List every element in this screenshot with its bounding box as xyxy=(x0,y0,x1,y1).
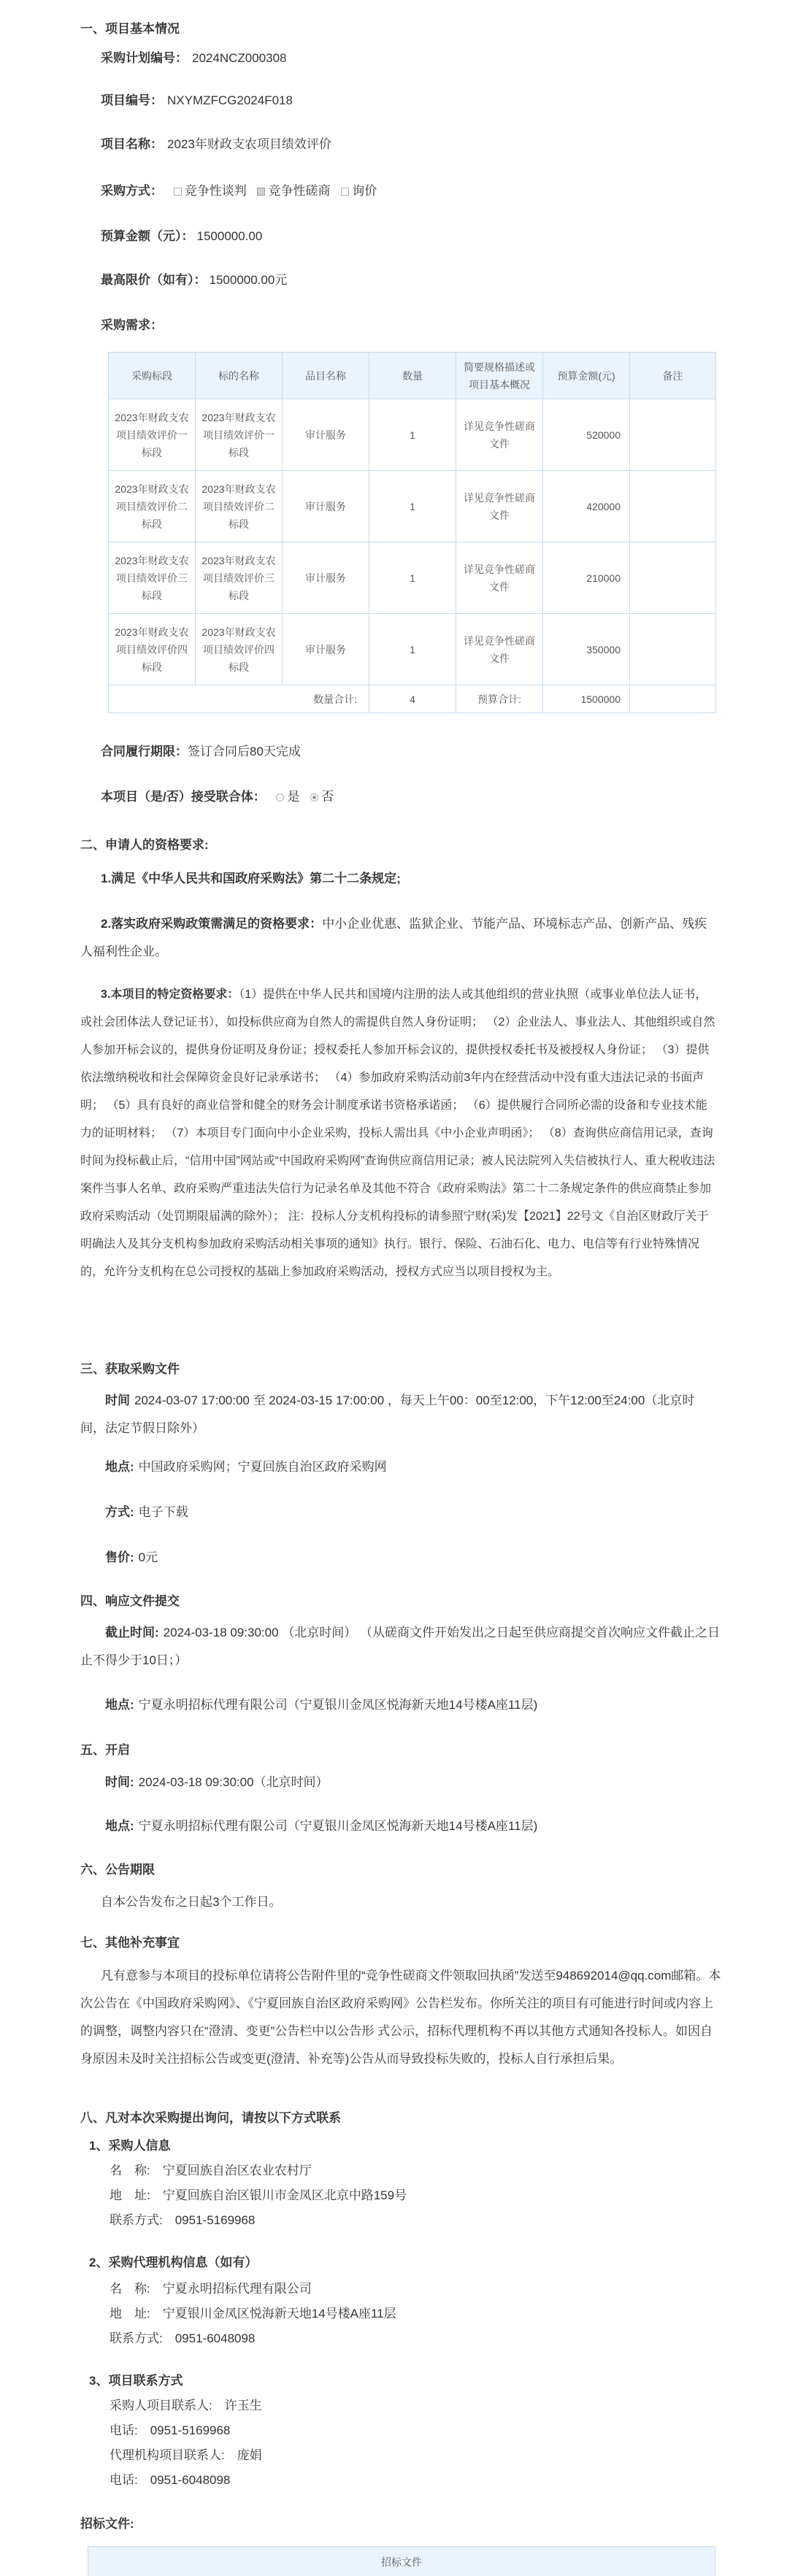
submission-place-row xyxy=(105,1696,537,1714)
cell-remark xyxy=(630,471,716,542)
header-quantity: 数量 xyxy=(369,353,456,399)
obtain-place-label: 地点: xyxy=(105,1460,134,1474)
obtain-time-label: 时间 xyxy=(105,1393,130,1407)
cell-quantity: 1 xyxy=(369,471,456,542)
submission-deadline-row xyxy=(80,1619,723,1675)
total-quantity-value: 4 xyxy=(369,685,456,713)
obtain-place-value: 中国政府采购网；宁夏回族自治区政府采购网 xyxy=(138,1460,387,1474)
qualification-item-2-label: 2.落实政府采购政策需满足的资格要求： xyxy=(101,917,323,931)
table-row xyxy=(109,471,716,542)
plan-number-value: 2024NCZ000308 xyxy=(192,51,287,65)
cell-remark xyxy=(630,614,716,685)
section-3-title: 三、获取采购文件 xyxy=(80,1362,180,1376)
max-price-label: 最高限价（如有）： xyxy=(101,273,207,287)
opening-place-value: 宁夏永明招标代理有限公司（宁夏银川金凤区悦海新天地14号楼A座11层) xyxy=(138,1819,538,1833)
checkbox-consultation[interactable] xyxy=(257,188,265,196)
supplementary-text: 凡有意参与本项目的投标单位请将公告附件里的“竞争性磋商文件领取回执函”发送至948692014@qq.com邮箱。本次公告在《中国政府采购网》、《宁夏回族自治区政府采购网》公告栏发布。你所关注的项目有可能进行时间或内容上的调整，调整内容只在“澄清、变更”公告栏中以公告形 式公示，招标代理机构不再以其他方式通知各投标人。如因自身原因未及时关注招标公告或变更(澄清、补充等)公告从而导致投标失败的，投标人自行承担后果。 xyxy=(80,1969,721,2066)
method-option-consultation: 竞争性磋商 xyxy=(268,184,331,198)
consortium-row xyxy=(101,788,334,806)
buyer-contact-person: 采购人项目联系人: 许玉生 xyxy=(110,2399,262,2412)
cell-quantity: 1 xyxy=(369,614,456,685)
section-6-title: 六、公告期限 xyxy=(80,1863,155,1877)
obtain-method-row xyxy=(105,1504,188,1521)
header-remark: 备注 xyxy=(630,353,716,399)
qualification-item-3-label: 3.本项目的特定资格要求： xyxy=(101,988,239,1001)
notice-period-text: 自本公告发布之日起3个工作日。 xyxy=(101,1895,282,1909)
cell-item: 审计服务 xyxy=(283,614,369,685)
cell-item: 审计服务 xyxy=(283,471,369,542)
qualification-item-3-text: （1）提供在中华人民共和国境内注册的法人或其他组织的营业执照（或事业单位法人证书，或社会团体法人登记证书），如投标供应商为自然人的需提供自然人身份证明； （2）企业法人、事业法人、其他组织或自然人参加开标会议的，提供身份证明及身份证；授权委托人参加开标会议的，提供授权委托书及被授权人身份证； （3）提供依法缴纳税收和社会保障资金良好记录承诺书； （4）参加政府采购活动前3年内在经营活动中没有重大违法记录的书面声明； （5）具有良好的商业信誉和健全的财务会计制度承诺书资格承诺函； （6）提供履行合同所必需的设备和专业技术能力的证明材料； （7）本项目专门面向中小企业采购，投标人需出具《中小企业声明函》； （8）查询供应商信用记录，查询时间为投标截止后，“信用中国”网站或“中国政府采购网”查询供应商信用记录；被人民法院列入失信被执行人、重大税收违法案件当事人名单、政府采购严重违法失信行为记录名单及其他不符合《政府采购法》第二十二条规定条件的供应商禁止参加政府采购活动（处罚期限届满的除外）； 注：投标人分支机构投标的请参照宁财(采)发【2021】22号文《自治区财政厅关于明确法人及其分支机构参加政府采购活动相关事项的通知》执行。银行、保险、石油石化、电力、电信等有行业特殊情况的，允许分支机构在总公司授权的基础上参加政府采购活动，授权方式应当以项目授权为主。 xyxy=(80,988,715,1278)
demand-label: 采购需求： xyxy=(101,318,163,332)
header-spec: 简要规格描述或项目基本概况 xyxy=(456,353,543,399)
buyer-address: 地 址: 宁夏回族自治区银川市金凤区北京中路159号 xyxy=(110,2188,407,2202)
cell-remark xyxy=(630,399,716,471)
contract-period-row xyxy=(101,743,301,761)
cell-budget: 520000 xyxy=(543,399,630,471)
attachment-header-row xyxy=(88,2547,715,2576)
total-remark-cell xyxy=(630,685,716,713)
attachment-table xyxy=(88,2546,715,2576)
budget-value: 1500000.00 xyxy=(196,229,263,243)
obtain-method-label: 方式: xyxy=(105,1505,134,1519)
project-number-value: NXYMZFCG2024F018 xyxy=(167,93,293,107)
method-option-inquiry: 询价 xyxy=(352,184,377,198)
project-name-row xyxy=(101,136,331,153)
section-2-title: 二、申请人的资格要求: xyxy=(80,838,209,852)
checkbox-inquiry[interactable] xyxy=(341,188,349,196)
plan-number-row xyxy=(101,50,286,67)
project-number-row xyxy=(101,92,293,109)
opening-place-row xyxy=(105,1818,537,1835)
cell-item: 审计服务 xyxy=(283,399,369,471)
submission-place-label: 地点: xyxy=(105,1698,134,1712)
table-row xyxy=(109,614,716,685)
cell-spec: 详见竞争性磋商文件 xyxy=(456,471,543,542)
consortium-option-yes: 是 xyxy=(287,790,300,804)
project-name-value: 2023年财政支农项目绩效评价 xyxy=(167,137,331,151)
submission-deadline-value: 2024-03-18 09:30:00 （北京时间） （从磋商文件开始发出之日起至供应商提交首次响应文件截止之日止不得少于10日；） xyxy=(80,1626,720,1667)
submission-deadline-label: 截止时间: xyxy=(105,1626,159,1639)
agency-phone: 联系方式: 0951-6048098 xyxy=(110,2331,256,2345)
attachment-label: 招标文件: xyxy=(80,2517,134,2531)
obtain-method-value: 电子下载 xyxy=(138,1505,188,1519)
section-7-title: 七、其他补充事宜 xyxy=(80,1936,180,1950)
buyer-contact-phone: 电话: 0951-5169968 xyxy=(110,2423,231,2437)
buyer-phone: 联系方式: 0951-5169968 xyxy=(110,2213,256,2227)
obtain-price-label: 售价: xyxy=(105,1550,134,1564)
cell-subject: 2023年财政支农项目绩效评价二标段 xyxy=(196,471,283,542)
attachment-header: 招标文件 xyxy=(88,2547,715,2576)
agency-contact-person: 代理机构项目联系人: 庞娟 xyxy=(110,2448,262,2462)
contract-period-value: 签订合同后80天完成 xyxy=(188,745,301,758)
project-name-label: 项目名称： xyxy=(101,137,163,151)
budget-total-value: 1500000 xyxy=(543,685,630,713)
cell-lot: 2023年财政支农项目绩效评价四标段 xyxy=(109,614,196,685)
table-header-row xyxy=(109,353,716,399)
cell-quantity: 1 xyxy=(369,542,456,614)
budget-total-label: 预算合计: xyxy=(456,685,543,713)
budget-row xyxy=(101,228,262,245)
radio-yes[interactable] xyxy=(276,793,284,801)
agency-address: 地 址: 宁夏银川金凤区悦海新天地14号楼A座11层 xyxy=(110,2307,396,2321)
consortium-option-no: 否 xyxy=(321,790,334,804)
cell-spec: 详见竞争性磋商文件 xyxy=(456,614,543,685)
procurement-method-label: 采购方式： xyxy=(101,184,163,198)
obtain-time-row xyxy=(80,1387,717,1442)
opening-time-label: 时间: xyxy=(105,1775,134,1789)
cell-spec: 详见竞争性磋商文件 xyxy=(456,542,543,614)
cell-quantity: 1 xyxy=(369,399,456,471)
header-subject: 标的名称 xyxy=(196,353,283,399)
header-lot: 采购标段 xyxy=(109,353,196,399)
header-item: 品目名称 xyxy=(283,353,369,399)
project-number-label: 项目编号： xyxy=(101,93,163,107)
opening-time-value: 2024-03-18 09:30:00（北京时间） xyxy=(138,1775,329,1789)
qualification-item-3 xyxy=(80,981,718,1286)
budget-label: 预算金额（元）： xyxy=(101,229,194,243)
cell-budget: 350000 xyxy=(543,614,630,685)
opening-place-label: 地点: xyxy=(105,1819,134,1833)
cell-budget: 210000 xyxy=(543,542,630,614)
cell-remark xyxy=(630,542,716,614)
agency-contact-phone: 电话: 0951-6048098 xyxy=(110,2473,231,2487)
obtain-place-row xyxy=(105,1458,387,1476)
header-budget: 预算金额(元) xyxy=(543,353,630,399)
obtain-time-value: 2024-03-07 17:00:00 至 2024-03-15 17:00:00 ，每天上午00：00至12:00，下午12:00至24:00（北京时间，法定节假日除外） xyxy=(80,1393,695,1435)
obtain-price-value: 0元 xyxy=(138,1550,158,1564)
agency-name: 名 称: 宁夏永明招标代理有限公司 xyxy=(110,2282,312,2296)
table-row xyxy=(109,399,716,471)
qualification-item-1: 1.满足《中华人民共和国政府采购法》第二十二条规定; xyxy=(101,872,401,885)
obtain-price-row xyxy=(105,1549,158,1566)
contract-period-label: 合同履行期限： xyxy=(101,745,188,758)
total-quantity-label: 数量合计: xyxy=(109,685,369,713)
cell-subject: 2023年财政支农项目绩效评价四标段 xyxy=(196,614,283,685)
procurement-demand-table xyxy=(108,352,716,713)
project-contact-title: 3、项目联系方式 xyxy=(89,2374,183,2388)
cell-subject: 2023年财政支农项目绩效评价一标段 xyxy=(196,399,283,471)
cell-subject: 2023年财政支农项目绩效评价三标段 xyxy=(196,542,283,614)
consortium-label: 本项目（是/否）接受联合体： xyxy=(101,790,266,804)
max-price-row xyxy=(101,272,287,289)
method-option-negotiation: 竞争性谈判 xyxy=(184,184,247,198)
submission-place-value: 宁夏永明招标代理有限公司（宁夏银川金凤区悦海新天地14号楼A座11层) xyxy=(138,1698,538,1712)
qualification-item-2-text: 中小企业优惠、监狱企业、节能产品、环境标志产品、创新产品、残疾人福利性企业。 xyxy=(80,917,707,958)
max-price-value: 1500000.00元 xyxy=(209,273,288,287)
section-5-title: 五、开启 xyxy=(80,1743,130,1757)
qualification-item-2 xyxy=(80,910,717,966)
table-row xyxy=(109,542,716,614)
cell-lot: 2023年财政支农项目绩效评价一标段 xyxy=(109,399,196,471)
buyer-info-title: 1、采购人信息 xyxy=(89,2139,171,2153)
cell-spec: 详见竞争性磋商文件 xyxy=(456,399,543,471)
radio-no[interactable] xyxy=(310,793,318,801)
opening-time-row xyxy=(105,1774,329,1791)
cell-budget: 420000 xyxy=(543,471,630,542)
checkbox-negotiation[interactable] xyxy=(174,188,182,196)
buyer-name: 名 称: 宁夏回族自治区农业农村厅 xyxy=(110,2164,312,2177)
plan-number-label: 采购计划编号： xyxy=(101,51,188,65)
section-1-title: 一、项目基本情况 xyxy=(80,22,180,36)
section-4-title: 四、响应文件提交 xyxy=(80,1594,180,1608)
cell-lot: 2023年财政支农项目绩效评价三标段 xyxy=(109,542,196,614)
cell-lot: 2023年财政支农项目绩效评价二标段 xyxy=(109,471,196,542)
agency-info-title: 2、采购代理机构信息（如有） xyxy=(89,2256,258,2269)
procurement-method-row xyxy=(101,182,377,200)
cell-item: 审计服务 xyxy=(283,542,369,614)
section-8-title: 八、凡对本次采购提出询问，请按以下方式联系 xyxy=(80,2111,341,2125)
table-total-row xyxy=(109,685,716,713)
